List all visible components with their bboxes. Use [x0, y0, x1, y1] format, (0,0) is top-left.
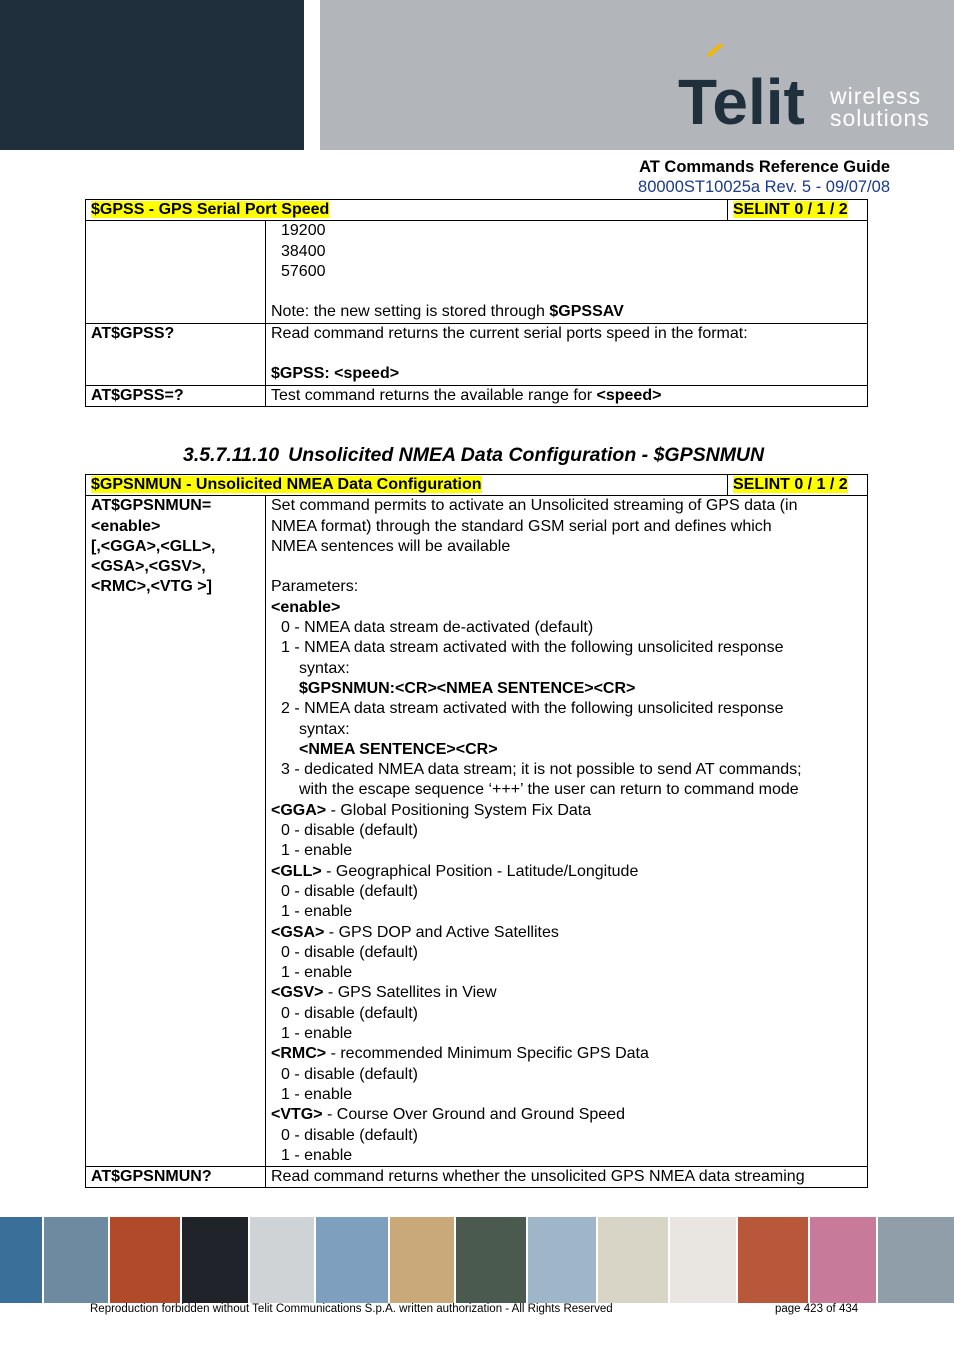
section-heading [183, 444, 764, 467]
param-option: 1 - NMEA data stream activated with the following unsolicited response [281, 639, 784, 657]
param-option: 1 - enable [281, 964, 353, 982]
set-cmd-line: <RMC>,<VTG >] [91, 578, 212, 596]
gpss-read-cmd: AT$GPSS? [86, 323, 266, 385]
param-gsv [271, 983, 862, 1003]
set-cmd-line: <enable> [91, 517, 161, 535]
set-cmd-line: AT$GPSNMUN= [91, 497, 212, 515]
gpss-speed-row [86, 221, 868, 323]
gpsnmun-title-cell [86, 475, 728, 496]
param-option: 0 - disable (default) [281, 943, 418, 961]
param-option: 0 - disable (default) [281, 882, 418, 900]
gpsnmun-header-row [86, 475, 868, 496]
logo-tagline-2: solutions [830, 105, 930, 131]
param-option: 1 - enable [281, 903, 353, 921]
gpsnmun-set-desc-cell [266, 496, 868, 1167]
gpss-test-desc-cell [266, 385, 868, 406]
footer-copyright: Reproduction forbidden without Telit Communications S.p.A. written authorization - All Rights Reserved [90, 1303, 613, 1315]
gpss-read-desc-cell [266, 323, 868, 385]
section-number: 3.5.7.11.10 [183, 444, 280, 466]
gpss-test-param: <speed> [596, 386, 662, 404]
gpss-test-cmd: AT$GPSS=? [86, 385, 266, 406]
param-desc: - GPS DOP and Active Satellites [324, 923, 559, 941]
set-desc-line: NMEA sentences will be available [271, 537, 511, 555]
gpss-title-cell [86, 200, 728, 221]
gpsnmun-selint-cell [728, 475, 868, 496]
gpsnmun-read-desc: Read command returns whether the unsolicited GPS NMEA data streaming [266, 1167, 868, 1188]
param-syntax: <NMEA SENTENCE><CR> [299, 740, 498, 758]
param-option-cont: syntax: [299, 659, 350, 677]
param-option: 2 - NMEA data stream activated with the following unsolicited response [281, 700, 784, 718]
gpss-test-row [86, 385, 868, 406]
header-banner-dark [0, 0, 304, 150]
param-vtg [271, 1105, 862, 1125]
doc-title: AT Commands Reference Guide [639, 158, 890, 176]
gpsnmun-selint: SELINT 0 / 1 / 2 [733, 476, 848, 493]
param-gsa [271, 923, 862, 943]
gpsnmun-read-cmd: AT$GPSNMUN? [86, 1167, 266, 1188]
param-name: <GGA> [271, 801, 327, 819]
param-option: 1 - enable [281, 1085, 353, 1103]
gpss-selint: SELINT 0 / 1 / 2 [733, 201, 848, 218]
param-option: 1 - enable [281, 842, 353, 860]
param-name: <VTG> [271, 1106, 323, 1124]
param-option: 1 - enable [281, 1025, 353, 1043]
param-option: 3 - dedicated NMEA data stream; it is not possible to send AT commands; [281, 761, 802, 779]
set-cmd-line: <GSA>,<GSV>, [91, 558, 206, 576]
set-desc-line: Set command permits to activate an Unsolicited streaming of GPS data (in [271, 497, 798, 515]
param-name: <GSV> [271, 984, 324, 1002]
speed-value: 19200 [281, 222, 326, 240]
logo-brand-text: Telit [678, 66, 805, 138]
param-option: 0 - disable (default) [281, 822, 418, 840]
footer-page-number: page 423 of 434 [775, 1303, 859, 1315]
doc-revision: 80000ST10025a Rev. 5 - 09/07/08 [638, 178, 890, 196]
gpss-selint-cell [728, 200, 868, 221]
gpsnmun-title: $GPSNMUN - Unsolicited NMEA Data Configuration [91, 476, 482, 493]
footer-photo-strip [0, 1217, 954, 1303]
param-option-cont: syntax: [299, 720, 350, 738]
param-option: 0 - NMEA data stream de-activated (default) [281, 619, 594, 637]
telit-logo [670, 44, 940, 139]
param-option-cont: with the escape sequence ‘+++’ the user can return to command mode [299, 781, 799, 799]
param-option: 0 - disable (default) [281, 1004, 418, 1022]
param-desc: - Global Positioning System Fix Data [326, 801, 592, 819]
set-cmd-line: [,<GGA>,<GLL>, [91, 537, 216, 555]
param-option: 0 - disable (default) [281, 1126, 418, 1144]
param-name: <GSA> [271, 923, 325, 941]
logo-tagline-1: wireless [830, 83, 922, 109]
param-gll [271, 862, 862, 882]
parameters-label: Parameters: [271, 578, 359, 596]
param-name: <GLL> [271, 862, 322, 880]
note-text: Note: the new setting is stored through [271, 303, 550, 321]
param-gga [271, 801, 862, 821]
gpsnmun-table [85, 474, 868, 1188]
gpss-note [271, 302, 862, 322]
gpss-empty-cell [86, 221, 266, 323]
gpss-title: $GPSS - GPS Serial Port Speed [91, 201, 330, 218]
gpss-table [85, 199, 868, 407]
gpsnmun-set-cmd-cell [86, 496, 266, 1167]
gpss-header-row [86, 200, 868, 221]
gpsnmun-read-row [86, 1167, 868, 1188]
param-syntax: $GPSNMUN:<CR><NMEA SENTENCE><CR> [299, 679, 636, 697]
note-command: $GPSSAV [549, 303, 624, 321]
gpss-read-row [86, 323, 868, 385]
gpss-speed-cell [266, 221, 868, 323]
gpss-test-desc: Test command returns the available range for [271, 386, 597, 404]
section-title: Unsolicited NMEA Data Configuration - $GPSNMUN [288, 444, 765, 466]
param-desc: - Course Over Ground and Ground Speed [322, 1106, 625, 1124]
gpss-read-format: $GPSS: <speed> [271, 365, 400, 383]
set-desc-line: NMEA format) through the standard GSM serial port and defines which [271, 517, 772, 535]
gpsnmun-set-row [86, 496, 868, 1167]
speed-value: 38400 [281, 242, 326, 260]
speed-value: 57600 [281, 262, 326, 280]
param-enable-name: <enable> [271, 598, 341, 616]
param-desc: - recommended Minimum Specific GPS Data [326, 1045, 649, 1063]
gpss-read-desc: Read command returns the current serial ports speed in the format: [271, 324, 748, 342]
param-option: 0 - disable (default) [281, 1065, 418, 1083]
param-option: 1 - enable [281, 1146, 353, 1164]
param-name: <RMC> [271, 1045, 327, 1063]
param-desc: - Geographical Position - Latitude/Longitude [321, 862, 639, 880]
param-rmc [271, 1044, 862, 1064]
param-desc: - GPS Satellites in View [323, 984, 497, 1002]
